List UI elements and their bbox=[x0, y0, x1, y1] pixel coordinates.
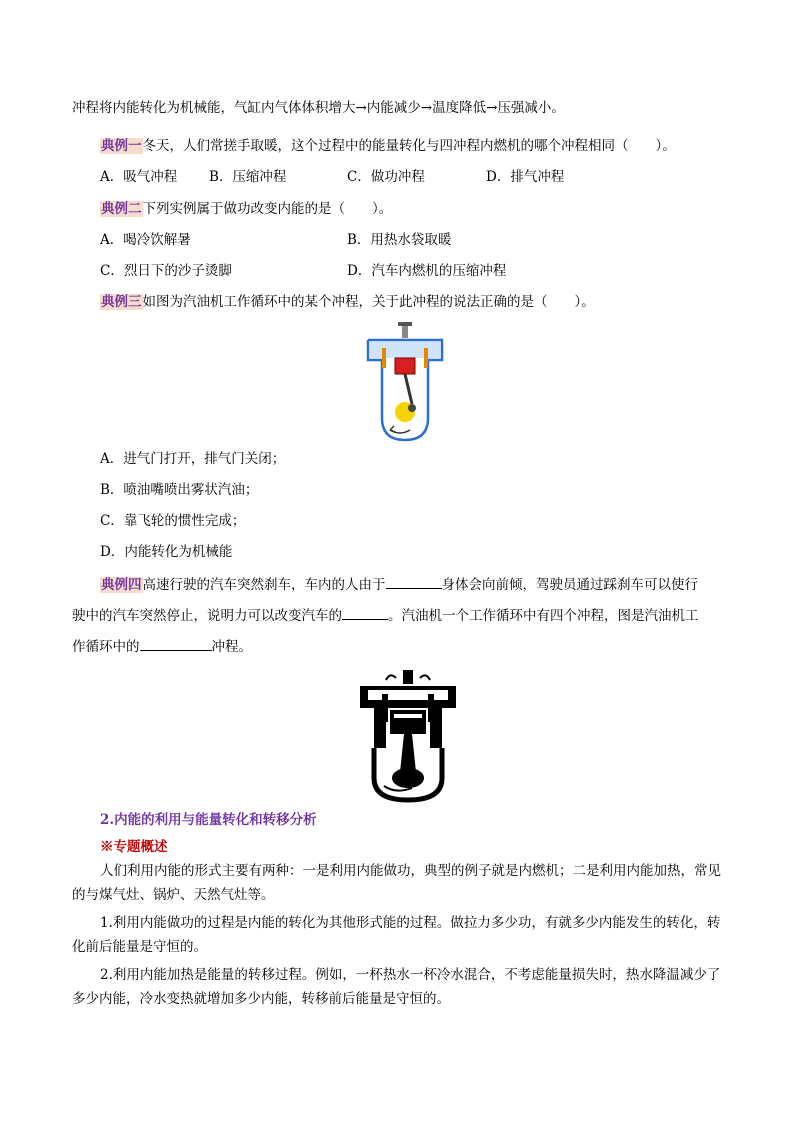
answer-blank-3[interactable] bbox=[140, 636, 212, 651]
crankshaft bbox=[392, 768, 424, 788]
example-4-q-line2a: 驶中的汽车突然停止，说明力可以改变汽车的 bbox=[72, 608, 342, 624]
example-2-option-c: C．烈日下的沙子烫脚 bbox=[100, 263, 232, 279]
example-2-option-a: A．喝冷饮解暑 bbox=[100, 232, 191, 248]
example-3-option-a: A．进气门打开，排气门关闭； bbox=[100, 451, 286, 467]
example-2-option-d: D．汽车内燃机的压缩冲程 bbox=[347, 263, 507, 279]
intake-valve bbox=[382, 348, 386, 368]
example-1-option-b: B．压缩冲程 bbox=[209, 169, 287, 185]
example-4-q-line2b: 。汽油机一个工作循环中有四个冲程，图是汽油机工 bbox=[388, 608, 699, 624]
section-heading: 2.内能的利用与能量转化和转移分析 bbox=[100, 812, 317, 828]
example-4-line-1 bbox=[100, 574, 698, 595]
overview-paragraph-3: 2.利用内能加热是能量的转移过程。例如，一杯热水一杯冷水混合，不考虑能量损失时，热水降温减少了多少内能，冷水变热就增加多少内能，转移前后能量是守恒的。 bbox=[72, 967, 721, 1007]
piston bbox=[390, 710, 426, 734]
crank-pin bbox=[408, 404, 416, 412]
example-4-line-2 bbox=[72, 605, 699, 626]
cylinder-head bbox=[370, 342, 440, 358]
piston bbox=[395, 358, 415, 374]
section-subheading: ※专题概述 bbox=[100, 839, 168, 855]
cylinder-wall-left bbox=[374, 708, 386, 748]
engine-diagram-bw bbox=[356, 668, 460, 804]
example-4-q-line3b: 冲程。 bbox=[211, 639, 252, 655]
example-1-option-c: C．做功冲程 bbox=[347, 169, 425, 185]
spark-plug-cap bbox=[398, 322, 412, 326]
connecting-rod bbox=[400, 734, 416, 772]
example-2-question: 下列实例属于做功改变内能的是（ ）。 bbox=[142, 201, 393, 217]
example-2-option-b: B．用热水袋取暖 bbox=[347, 232, 452, 248]
engine-diagram-color bbox=[360, 318, 450, 444]
example-4-q-line3a: 作循环中的 bbox=[72, 639, 140, 655]
example-1-option-d: D．排气冲程 bbox=[486, 169, 565, 185]
overview-paragraph-1: 人们利用内能的形式主要有两种：一是利用内能做功，典型的例子就是内燃机；二是利用内能加热，常见的与煤气灶、锅炉、天然气灶等。 bbox=[72, 863, 721, 903]
example-2 bbox=[100, 199, 392, 219]
example-4-line-3 bbox=[72, 636, 252, 657]
example-3 bbox=[100, 292, 595, 312]
answer-blank-1[interactable] bbox=[386, 574, 442, 589]
head-chamber bbox=[368, 690, 448, 700]
answer-blank-2[interactable] bbox=[342, 605, 388, 620]
example-3-option-b: B．喷油嘴喷出雾状汽油； bbox=[100, 482, 259, 498]
overview-paragraph-2: 1.利用内能做功的过程是内能的转化为其他形式能的过程。做拉力多少功，有就多少内能发生的转化，转化前后能量是守恒的。 bbox=[72, 915, 721, 955]
example-4-q-part1: 高速行驶的汽车突然刹车，车内的人由于 bbox=[142, 577, 386, 593]
piston-ring bbox=[394, 714, 422, 718]
example-3-option-c: C．靠飞轮的惯性完成； bbox=[100, 513, 246, 529]
exhaust-valve bbox=[424, 348, 428, 368]
spark-plug bbox=[403, 670, 413, 684]
example-1-option-a: A．吸气冲程 bbox=[100, 169, 178, 185]
example-3-tag: 典例三 bbox=[101, 294, 142, 310]
example-1-tag: 典例一 bbox=[101, 138, 142, 154]
example-3-question: 如图为汽油机工作循环中的某个冲程，关于此冲程的说法正确的是（ ）。 bbox=[142, 294, 595, 310]
intro-line: 冲程将内能转化为机械能，气缸内气体体积增大→内能减少→温度降低→压强减小。 bbox=[72, 100, 565, 116]
example-4-q-part2: 身体会向前倾，驾驶员通过踩刹车可以使行 bbox=[441, 577, 698, 593]
example-1 bbox=[100, 136, 676, 156]
cylinder-wall-right bbox=[430, 708, 442, 748]
example-3-option-d: D．内能转化为机械能 bbox=[100, 544, 233, 560]
example-2-tag: 典例二 bbox=[101, 201, 142, 217]
example-1-question: 冬天，人们常搓手取暖，这个过程中的能量转化与四冲程内燃机的哪个冲程相同（ ）。 bbox=[142, 138, 676, 154]
example-4-tag: 典例四 bbox=[101, 577, 142, 593]
